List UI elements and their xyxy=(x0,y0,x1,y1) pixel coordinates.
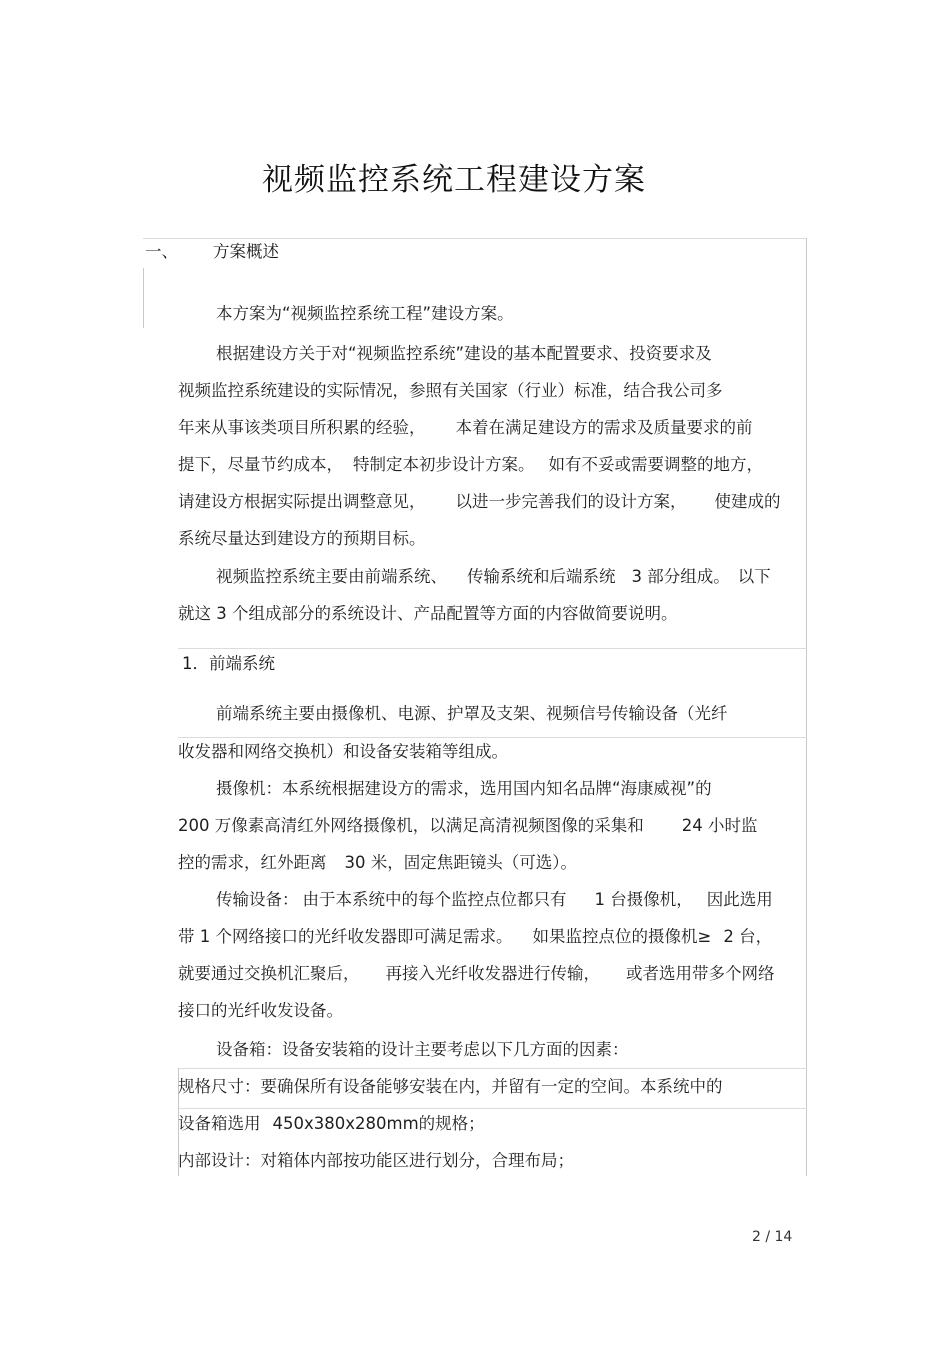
frame-line-mid4 xyxy=(178,1108,807,1109)
overview-p2-line1: 根据建设方关于对“视频监控系统”建设的基本配置要求、投资要求及 xyxy=(216,344,712,363)
text-span: 由于本系统中的每个监控点位都只有 xyxy=(302,890,567,909)
overview-p2-line3 xyxy=(178,414,753,438)
frontend-p1-line1: 前端系统主要由摄像机、电源、护罩及支架、视频信号传输设备（光纤 xyxy=(216,704,728,723)
frontend-p5-line1: 规格尺寸：要确保所有设备能够安装在内，并留有一定的空间。本系统中的 xyxy=(178,1077,723,1096)
text-span: 3 部分组成。 xyxy=(631,567,730,586)
frame-line-mid1 xyxy=(178,648,807,649)
frontend-p1-line2: 收发器和网络交换机）和设备安装箱等组成。 xyxy=(178,742,508,761)
text-span: 年来从事该类项目所积累的经验， xyxy=(178,418,426,437)
frontend-p6: 内部设计：对箱体内部按功能区进行划分，合理布局； xyxy=(178,1151,574,1170)
overview-p3-line1 xyxy=(216,563,771,587)
text-span: 控的需求，红外距离 xyxy=(178,853,327,872)
overview-p3-line2: 就这 3 个组成部分的系统设计、产品配置等方面的内容做简要说明。 xyxy=(178,604,678,623)
text-span: 特制定本初步设计方案。 xyxy=(353,455,535,474)
text-span: 1 台摄像机， xyxy=(594,890,693,909)
text-span: 24 小时监 xyxy=(681,816,758,835)
overview-p2-line6: 系统尽量达到建设方的预期目标。 xyxy=(178,529,426,548)
section-title: 方案概述 xyxy=(213,242,279,261)
text-span: 以下 xyxy=(737,567,771,586)
text-span: 再接入光纤收发器进行传输， xyxy=(385,964,600,983)
subsection-title: 1．前端系统 xyxy=(182,654,275,673)
overview-p2-line5 xyxy=(178,488,781,512)
frame-line-left xyxy=(143,268,144,328)
page-number: 2 / 14 xyxy=(752,1229,793,1245)
text-span: 2 台， xyxy=(723,927,773,946)
frontend-p2-line2 xyxy=(178,812,758,836)
frame-line-right xyxy=(806,238,807,1176)
frontend-p2-line3 xyxy=(178,849,577,873)
text-span: 因此选用 xyxy=(706,890,773,909)
text-span: 就要通过交换机汇聚后， xyxy=(178,964,360,983)
text-span: 30 米，固定焦距镜头（可选）。 xyxy=(344,853,577,872)
section-number: 一、 xyxy=(145,242,178,261)
text-span: 本着在满足建设方的需求及质量要求的前 xyxy=(455,418,753,437)
frame-line-mid3 xyxy=(178,1068,807,1069)
frontend-p5-line2 xyxy=(178,1110,485,1134)
text-span: 以进一步完善我们的设计方案， xyxy=(455,492,687,511)
frontend-p3-line3 xyxy=(178,960,775,984)
text-span: 450x380x280mm的规格； xyxy=(272,1114,485,1133)
frontend-p4: 设备箱：设备安装箱的设计主要考虑以下几方面的因素： xyxy=(216,1040,629,1059)
text-span: 如果监控点位的摄像机≥ xyxy=(532,927,712,946)
overview-p2-line2: 视频监控系统建设的实际情况，参照有关国家（行业）标准，结合我公司多 xyxy=(178,381,723,400)
frontend-p2-line1: 摄像机：本系统根据建设方的需求，选用国内知名品牌“海康威视”的 xyxy=(216,779,712,798)
text-span: 使建成的 xyxy=(714,492,781,511)
frontend-p3-line2 xyxy=(178,923,772,947)
text-span: 传输系统和后端系统 xyxy=(467,567,616,586)
text-span: 200 万像素高清红外网络摄像机，以满足高清视频图像的采集和 xyxy=(178,816,644,835)
overview-p2-line4 xyxy=(178,451,763,475)
overview-p1: 本方案为“视频监控系统工程”建设方案。 xyxy=(216,304,514,323)
frontend-p3-line1 xyxy=(216,886,773,910)
text-span: 提下，尽量节约成本， xyxy=(178,455,343,474)
frontend-p3-line4: 接口的光纤收发设备。 xyxy=(178,1001,343,1020)
text-span: 传输设备： xyxy=(216,890,299,909)
text-span: 请建设方根据实际提出调整意见， xyxy=(178,492,426,511)
text-span: 设备箱选用 xyxy=(178,1114,261,1133)
text-span: 视频监控系统主要由前端系统、 xyxy=(216,567,447,586)
text-span: 或者选用带多个网络 xyxy=(626,964,775,983)
document-title: 视频监控系统工程建设方案 xyxy=(262,162,646,198)
text-span: 带 1 个网络接口的光纤收发器即可满足需求。 xyxy=(178,927,513,946)
text-span: 如有不妥或需要调整的地方， xyxy=(548,455,763,474)
